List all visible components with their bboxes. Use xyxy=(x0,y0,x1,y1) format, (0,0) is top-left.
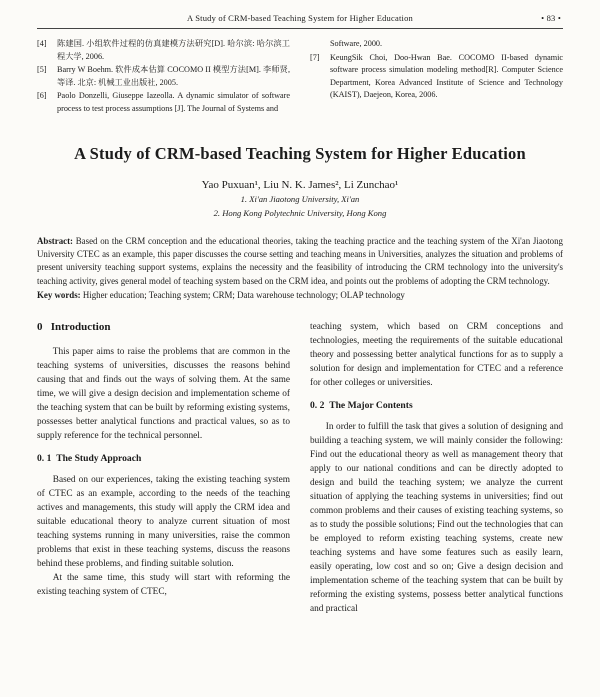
reference-label: [5] xyxy=(37,65,47,75)
abstract xyxy=(37,235,563,289)
reference-label: [4] xyxy=(37,39,47,48)
reference-label: [6] xyxy=(37,91,47,101)
header-rule xyxy=(37,28,563,29)
paragraph-study-approach-2: At the same time, this study will start with reforming the existing teaching system of CTEC, xyxy=(37,572,290,597)
reference-item-6 xyxy=(37,90,290,115)
reference-text: KeungSik Choi, Doo-Hwan Bae. COCOMO II-based dynamic software process simulation modeling method[R]. Computer Science Department, Korea Advanced Institute of Science and Technology (KAIST), Daejeon, Korea, 2006. xyxy=(330,52,563,100)
references-section xyxy=(37,38,563,117)
paragraph-major-contents: In order to fulfill the task that gives a solution of designing and building a teaching system, we will mainly consider the following: Find out the educational theory as well as management theory that apply to our national conditions and can be directly adopted to design and build the teaching system; we analyze the current situation of applying the teaching systems in universities; find out common problems and their causes of existing teaching systems, so as to study the possible solutions; Find out the technologies that can be employed to reform existing teaching systems, create new teaching systems and have some features such as easily learn, easily operating, low cost and so on; Give a design decision and implementation scheme of the teaching system that can be built by reforming the existing systems, possess better analytical functions and practical xyxy=(310,421,563,614)
affiliation-2: 2. Hong Kong Polytechnic University, Hong Kong xyxy=(213,208,387,219)
reference-label xyxy=(310,38,330,51)
body-columns xyxy=(37,320,563,616)
abstract-label: Abstract: xyxy=(37,235,73,246)
article-title: A Study of CRM-based Teaching System for Higher Education xyxy=(74,143,526,163)
reference-item-6-continuation xyxy=(310,38,563,51)
reference-text: 陈建国. 小组软件过程的仿真建模方法研究[D]. 哈尔滨: 哈尔滨工程大学, 2006. xyxy=(57,39,290,61)
body-right-column xyxy=(310,320,563,616)
reference-item-4 xyxy=(37,38,290,63)
keywords xyxy=(37,289,563,302)
reference-text: Paolo Donzelli, Giuseppe Iazeolla. A dynamic simulator of software process to test process assumptions [J]. The Journal of Systems and xyxy=(57,91,290,113)
subsection-heading-study-approach: 0. 1 The Study Approach xyxy=(37,452,142,464)
authors-line: Yao Puxuan¹, Liu N. K. James², Li Zunchao¹ xyxy=(201,178,399,191)
section-heading-introduction: 0 Introduction xyxy=(37,320,111,333)
running-header xyxy=(37,10,563,28)
reference-label: [7] xyxy=(310,52,320,62)
affiliation-1: 1. Xi'an Jiaotong University, Xi'an xyxy=(240,193,360,204)
reference-item-7 xyxy=(310,52,563,102)
keywords-label: Key words: xyxy=(37,290,81,301)
reference-item-5 xyxy=(37,64,290,89)
references-right-column xyxy=(310,38,563,117)
paragraph-study-approach-1: Based on our experiences, taking the existing teaching system of CTEC as an example, according to the needs of the teaching actives and managements, this study will apply the CRM idea and suitable educational theory to analyze current situation of most teaching systems running in many universities, raise the common problems that exist in these teaching systems, discuss the reasons behind these problems, and finding suitable solution. xyxy=(37,474,290,569)
reference-text: Barry W Boehm. 软件成本估算 COCOMO II 模型方法[M]. 李师贤, 等译. 北京: 机械工业出版社, 2005. xyxy=(57,65,290,87)
body-left-column xyxy=(37,320,290,616)
paragraph-introduction: This paper aims to raise the problems that are common in the teaching systems of universities, discusses the reasons behind causing that and finds out the ways of solving them. At the same time, we will give a design decision and implementation scheme of the teaching system that can be built by reforming existing systems, possesses better analytical functions and practical values, so as to supply reference for the technical personnel. xyxy=(37,346,290,441)
keywords-text: Higher education; Teaching system; CRM; Data warehouse technology; OLAP technology xyxy=(82,290,405,301)
paragraph-continuation: teaching system, which based on CRM conceptions and technologies, meeting the requirements of the suitable educational theory and possessing better analytical functions for as to supply a solution for design and implementation for CTEC and a reference for other colleges or universities. xyxy=(310,321,563,388)
page-number: • 83 • xyxy=(541,13,561,23)
abstract-text: Based on the CRM conception and the educational theories, taking the teaching practice and the teaching system of the Xi'an Jiaotong University CTEC as an example, this paper discusses the course setting and teaching means in Universities, analyzes the situation and problems of present university teaching support systems, explains the necessity and the feasibility of introducing the CRM technology into the university's teaching activity, gives general model of teaching system based on the CRM idea, and points out the problems of adopting the CRM technology. xyxy=(37,235,563,286)
running-title: A Study of CRM-based Teaching System for Higher Education xyxy=(187,13,413,23)
references-left-column xyxy=(37,38,290,117)
subsection-heading-major-contents: 0. 2 The Major Contents xyxy=(310,399,413,411)
reference-text: Software, 2000. xyxy=(330,39,383,48)
